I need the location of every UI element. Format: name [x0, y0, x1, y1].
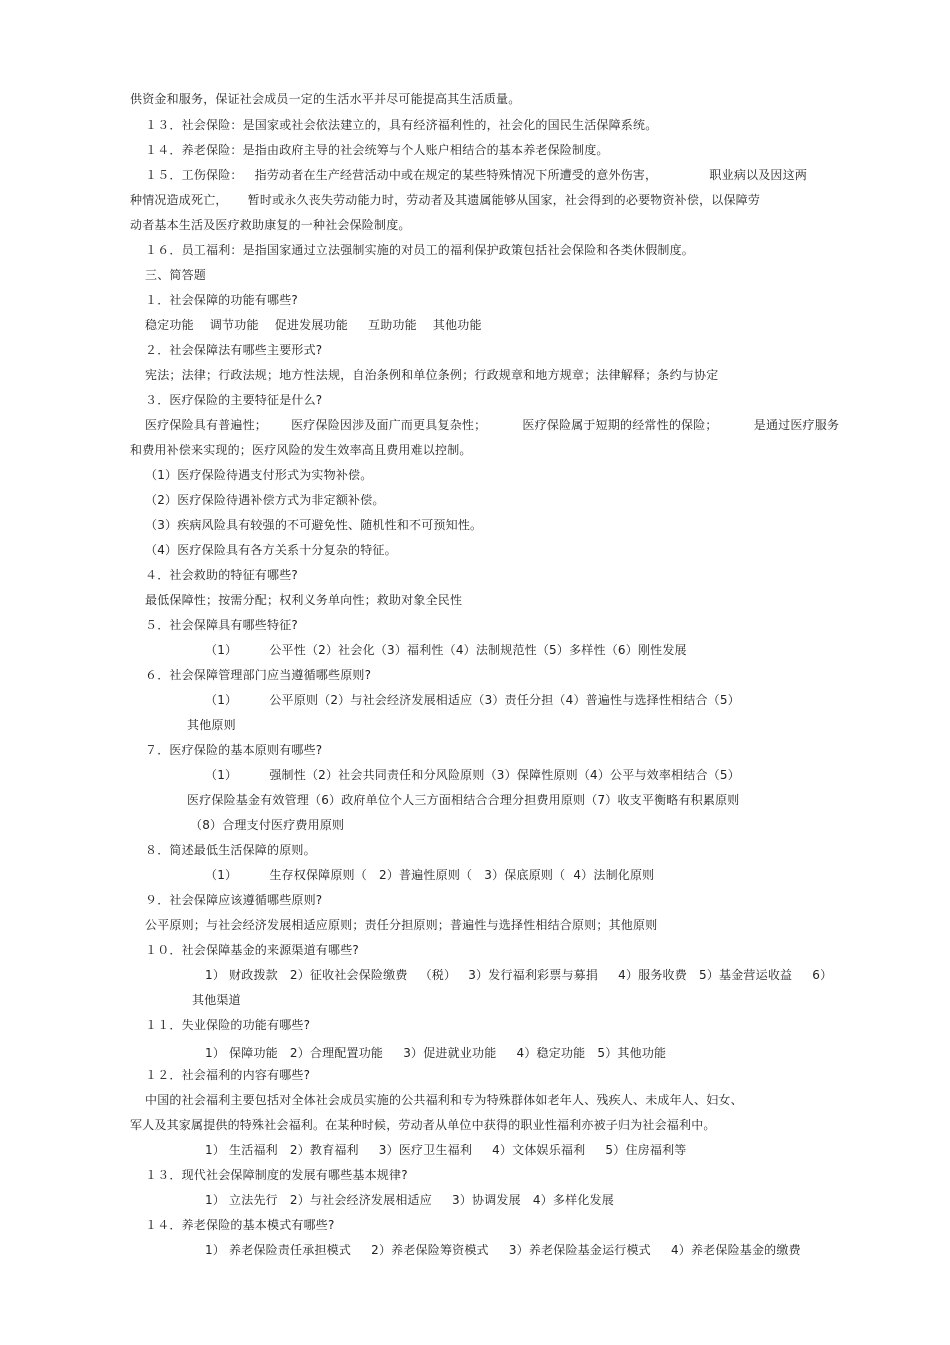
text-line: 其他原则 [187, 718, 236, 732]
list-item: （2）医疗保险待遇补偿方式为非定额补偿。 [145, 493, 385, 507]
answer-8: （1） 生存权保障原则（ 2）普遍性原则（ 3）保底原则（ 4）法制化原则 [205, 868, 655, 882]
text-line: 和费用补偿来实现的；医疗风险的发生效率高且费用难以控制。 [130, 443, 472, 457]
question-12: １２．社会福利的内容有哪些? [145, 1068, 311, 1082]
question-11: １１．失业保险的功能有哪些? [145, 1018, 311, 1032]
answer-4: 最低保障性；按需分配；权利义务单向性；救助对象全民性 [145, 593, 463, 607]
answer-1: 稳定功能 调节功能 促进发展功能 互助功能 其他功能 [145, 318, 482, 332]
text-line: 供资金和服务，保证社会成员一定的生活水平并尽可能提高其生活质量。 [130, 92, 521, 106]
question-7: ７．医疗保险的基本原则有哪些? [145, 743, 323, 757]
answer-5: （1） 公平性（2）社会化（3）福利性（4）法制规范性（5）多样性（6）刚性发展 [205, 643, 687, 657]
question-6: ６．社会保障管理部门应当遵循哪些原则? [145, 668, 372, 682]
question-3: ３．医疗保险的主要特征是什么? [145, 393, 323, 407]
definition-13: １３．社会保险：是国家或社会依法建立的，具有经济福利性的，社会化的国民生活保障系统。 [145, 118, 658, 132]
list-item: （1）医疗保险待遇支付形式为实物补偿。 [145, 468, 373, 482]
question-2: ２．社会保障法有哪些主要形式? [145, 343, 323, 357]
answer-12: 中国的社会福利主要包括对全体社会成员实施的公共福利和专为特殊群体如老年人、残疾人、未成年人、妇女、 [145, 1093, 743, 1107]
question-5: ５．社会保障具有哪些特征? [145, 618, 298, 632]
answer-6: （1） 公平原则（2）与社会经济发展相适应（3）责任分担（4）普遍性与选择性相结合（5） [205, 693, 740, 707]
text-line: 其他渠道 [192, 993, 241, 1007]
section-heading: 三、简答题 [145, 268, 207, 282]
question-8: ８．简述最低生活保障的原则。 [145, 843, 316, 857]
question-14: １４．养老保险的基本模式有哪些? [145, 1218, 335, 1232]
text-line: 军人及其家属提供的特殊社会福利。在某种时候，劳动者从单位中获得的职业性福利亦被子归为社会福利中。 [130, 1118, 716, 1132]
question-1: １．社会保障的功能有哪些? [145, 293, 298, 307]
question-13: １３．现代社会保障制度的发展有哪些基本规律? [145, 1168, 408, 1182]
answer-2: 宪法；法律；行政法规；地方性法规，自治条例和单位条例；行政规章和地方规章；法律解释；条约与协定 [145, 368, 719, 382]
text-line: 医疗保险基金有效管理（6）政府单位个人三方面相结合合理分担费用原则（7）收支平衡略有积累原则 [187, 793, 740, 807]
definition-15: １５．工伤保险： 指劳动者在生产经营活动中或在规定的某些特殊情况下所遭受的意外伤害， 职业病以及因这两 [145, 168, 808, 182]
list-item: （3）疾病风险具有较强的不可避免性、随机性和不可预知性。 [145, 518, 483, 532]
answer-11: 1） 保障功能 2）合理配置功能 3）促进就业功能 4）稳定功能 5）其他功能 [205, 1046, 667, 1060]
answer-10: 1） 财政拨款 2）征收社会保险缴费 （税） 3）发行福利彩票与募捐 4）服务收费 5）基金营运收益 6） [205, 968, 833, 982]
question-10: １０．社会保障基金的来源渠道有哪些? [145, 943, 359, 957]
answer-9: 公平原则；与社会经济发展相适应原则；责任分担原则；普遍性与选择性相结合原则；其他原则 [145, 918, 658, 932]
text-line: 种情况造成死亡， 暂时或永久丧失劳动能力时，劳动者及其遗属能够从国家，社会得到的必要物资补偿，以保障劳 [130, 193, 761, 207]
question-4: ４．社会救助的特征有哪些? [145, 568, 298, 582]
definition-16: １６．员工福利：是指国家通过立法强制实施的对员工的福利保护政策包括社会保险和各类休假制度。 [145, 243, 695, 257]
list-item: 1） 生活福利 2）教育福利 3）医疗卫生福利 4）文体娱乐福利 5）住房福利等 [205, 1143, 687, 1157]
answer-14: 1） 养老保险责任承担模式 2）养老保险筹资模式 3）养老保险基金运行模式 4）养老保险基金的缴费 [205, 1243, 801, 1257]
question-9: ９．社会保障应该遵循哪些原则? [145, 893, 323, 907]
list-item: （4）医疗保险具有各方关系十分复杂的特征。 [145, 543, 397, 557]
answer-13: 1） 立法先行 2）与社会经济发展相适应 3）协调发展 4）多样化发展 [205, 1193, 614, 1207]
answer-3: 医疗保险具有普遍性； 医疗保险因涉及面广而更具复杂性； 医疗保险属于短期的经常性的保险； 是通过医疗服务 [145, 418, 840, 432]
answer-7: （1） 强制性（2）社会共同责任和分风险原则（3）保障性原则（4）公平与效率相结合（5） [205, 768, 740, 782]
text-line: 动者基本生活及医疗救助康复的一种社会保险制度。 [130, 218, 411, 232]
text-line: （8）合理支付医疗费用原则 [190, 818, 345, 832]
definition-14: １４．养老保险：是指由政府主导的社会统筹与个人账户相结合的基本养老保险制度。 [145, 143, 609, 157]
